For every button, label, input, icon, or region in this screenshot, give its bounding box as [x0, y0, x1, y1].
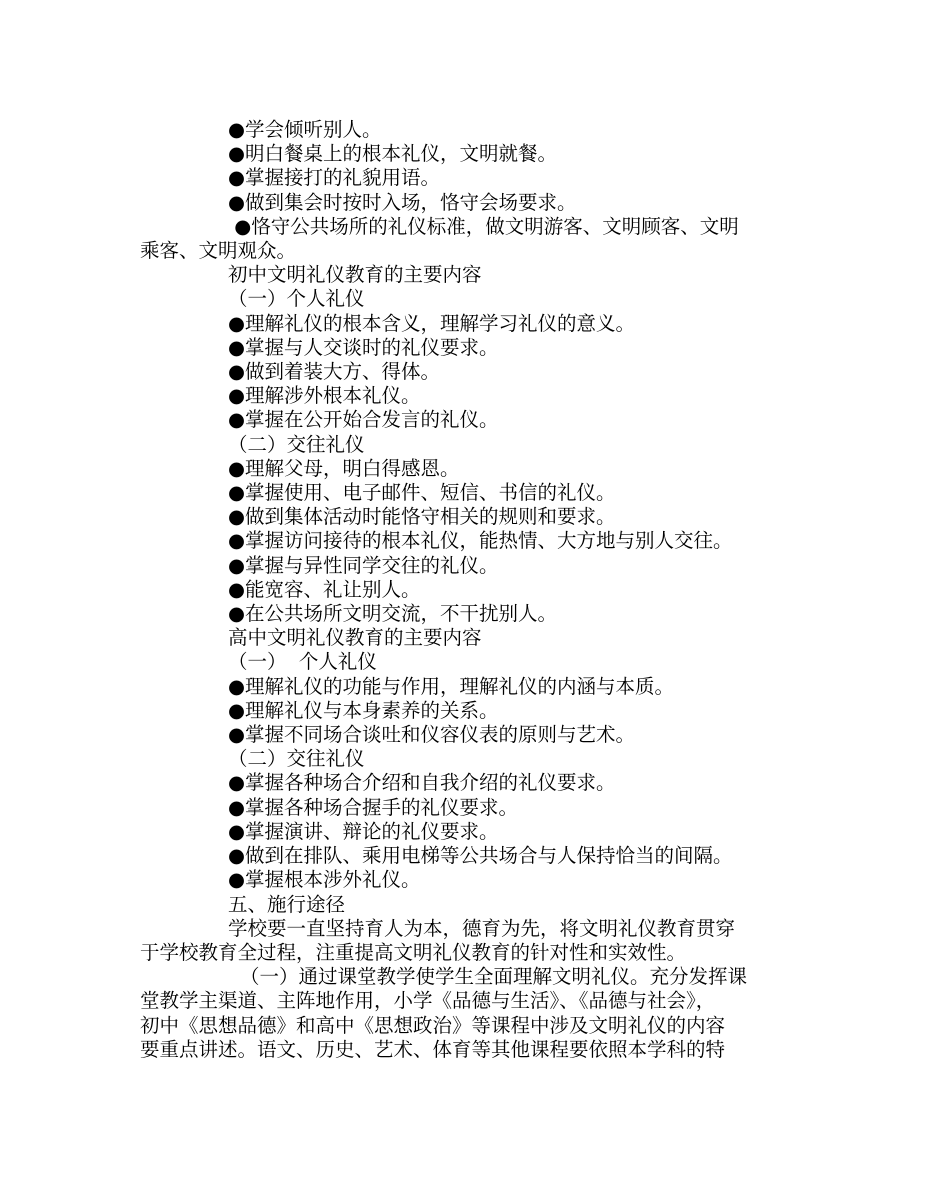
bullet-line: ●恪守公共场所的礼仪标准，做文明游客、文明顾客、文明	[228, 214, 739, 238]
bullet-line: ●做到在排队、乘用电梯等公共场合与人保持恰当的间隔。	[228, 844, 733, 868]
bullet-line: ●掌握在公开始合发言的礼仪。	[228, 408, 499, 432]
bullet-line: ●掌握接打的礼貌用语。	[228, 166, 441, 190]
bullet-line: ●做到集体活动时能恪守相关的规则和要求。	[228, 505, 616, 529]
bullet-line: ●做到着装大方、得体。	[228, 360, 441, 384]
paragraph-line: 初中《思想品德》和高中《思想政治》等课程中涉及文明礼仪的内容	[140, 1013, 726, 1037]
subsection-heading: （一） 个人礼仪	[228, 650, 377, 674]
section-heading: 初中文明礼仪教育的主要内容	[228, 263, 482, 287]
bullet-line: ●掌握与异性同学交往的礼仪。	[228, 553, 499, 577]
section-heading: 五、施行途径	[228, 892, 346, 916]
bullet-line: ●理解礼仪与本身素养的关系。	[228, 698, 499, 722]
bullet-line: ●掌握使用、电子邮件、短信、书信的礼仪。	[228, 481, 616, 505]
paragraph-line: 堂教学主渠道、主阵地作用，小学《品德与生活》、《品德与社会》，	[140, 989, 716, 1013]
paragraph-line: （一）通过课堂教学使学生全面理解文明礼仪。充分发挥课	[240, 965, 748, 989]
bullet-line: ●掌握各种场合握手的礼仪要求。	[228, 795, 519, 819]
bullet-line: ●理解礼仪的根本含义，理解学习礼仪的意义。	[228, 311, 636, 335]
paragraph-line: 乘客、文明观众。	[140, 239, 297, 263]
bullet-line: ●做到集会时按时入场，恪守会场要求。	[228, 190, 577, 214]
subsection-heading: （一）个人礼仪	[228, 287, 365, 311]
bullet-line: ●掌握演讲、辩论的礼仪要求。	[228, 819, 499, 843]
paragraph-line: 要重点讲述。语文、历史、艺术、体育等其他课程要依照本学科的特	[140, 1037, 726, 1061]
bullet-line: ●明白餐桌上的根本礼仪，文明就餐。	[228, 142, 558, 166]
paragraph-line: 学校要一直坚持育人为本，德育为先，将文明礼仪教育贯穿	[228, 916, 736, 940]
section-heading: 高中文明礼仪教育的主要内容	[228, 626, 482, 650]
subsection-heading: （二）交往礼仪	[228, 432, 365, 456]
bullet-line: ●理解涉外根本礼仪。	[228, 384, 421, 408]
bullet-line: ●学会倾听别人。	[228, 118, 382, 141]
bullet-line: ●掌握访问接待的根本礼仪，能热情、大方地与别人交往。	[228, 529, 733, 553]
bullet-line: ●理解礼仪的功能与作用，理解礼仪的内涵与本质。	[228, 674, 675, 698]
paragraph-line: 于学校教育全过程，注重提高文明礼仪教育的针对性和实效性。	[140, 940, 687, 964]
bullet-line: ●能宽容、礼让别人。	[228, 577, 421, 601]
bullet-line: ●理解父母，明白得感恩。	[228, 456, 460, 480]
bullet-line: ●掌握根本涉外礼仪。	[228, 868, 421, 892]
bullet-line: ●掌握与人交谈时的礼仪要求。	[228, 335, 499, 359]
bullet-line: ●掌握不同场合谈吐和仪容仪表的原则与艺术。	[228, 723, 636, 747]
bullet-line: ●在公共场所文明交流，不干扰别人。	[228, 602, 558, 626]
document-page	[140, 118, 830, 1062]
subsection-heading: （二）交往礼仪	[228, 747, 365, 771]
bullet-line: ●掌握各种场合介绍和自我介绍的礼仪要求。	[228, 771, 616, 795]
